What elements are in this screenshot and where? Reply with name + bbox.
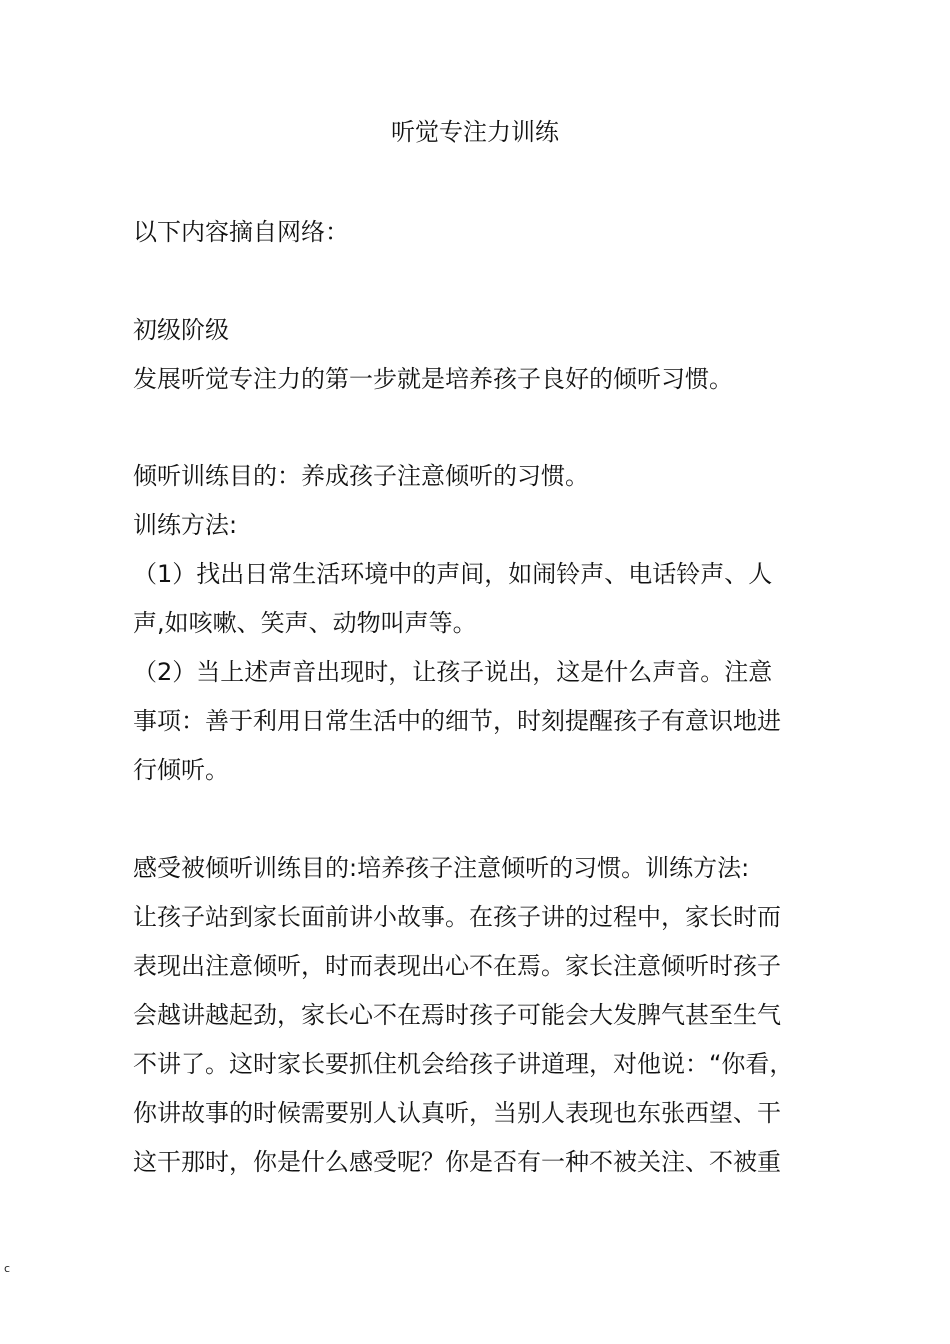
page-title: 听觉专注力训练 — [391, 118, 559, 146]
body-line: 不讲了。这时家长要抓住机会给孩子讲道理，对他说：“你看， — [133, 1050, 794, 1078]
body-line: 行倾听。 — [133, 756, 229, 784]
body-line: 发展听觉专注力的第一步就是培养孩子良好的倾听习惯。 — [133, 365, 733, 393]
body-line: 声,如咳嗽、笑声、动物叫声等。 — [133, 609, 477, 637]
footer-mark: c — [4, 1262, 11, 1275]
body-line: 你讲故事的时候需要别人认真听，当别人表现也东张西望、干 — [133, 1099, 781, 1127]
body-line: 会越讲越起劲，家长心不在焉时孩子可能会大发脾气甚至生气 — [133, 1001, 781, 1029]
body-line: 这干那时，你是什么感受呢？你是否有一种不被关注、不被重 — [133, 1148, 781, 1176]
intro-line: 以下内容摘自网络： — [133, 218, 349, 246]
body-line: （1）找出日常生活环境中的声间，如闹铃声、电话铃声、人 — [133, 560, 773, 588]
body-line: 表现出注意倾听，时而表现出心不在焉。家长注意倾听时孩子 — [133, 952, 781, 980]
body-line: （2）当上述声音出现时，让孩子说出，这是什么声音。注意 — [133, 658, 773, 686]
section-heading: 初级阶级 — [133, 316, 229, 344]
body-line: 让孩子站到家长面前讲小故事。在孩子讲的过程中，家长时而 — [133, 903, 781, 931]
body-line: 倾听训练目的：养成孩子注意倾听的习惯。 — [133, 462, 589, 490]
body-line: 训练方法: — [133, 511, 238, 539]
body-line: 事项：善于利用日常生活中的细节，时刻提醒孩子有意识地进 — [133, 707, 781, 735]
body-line: 感受被倾听训练目的:培养孩子注意倾听的习惯。训练方法: — [133, 854, 750, 882]
